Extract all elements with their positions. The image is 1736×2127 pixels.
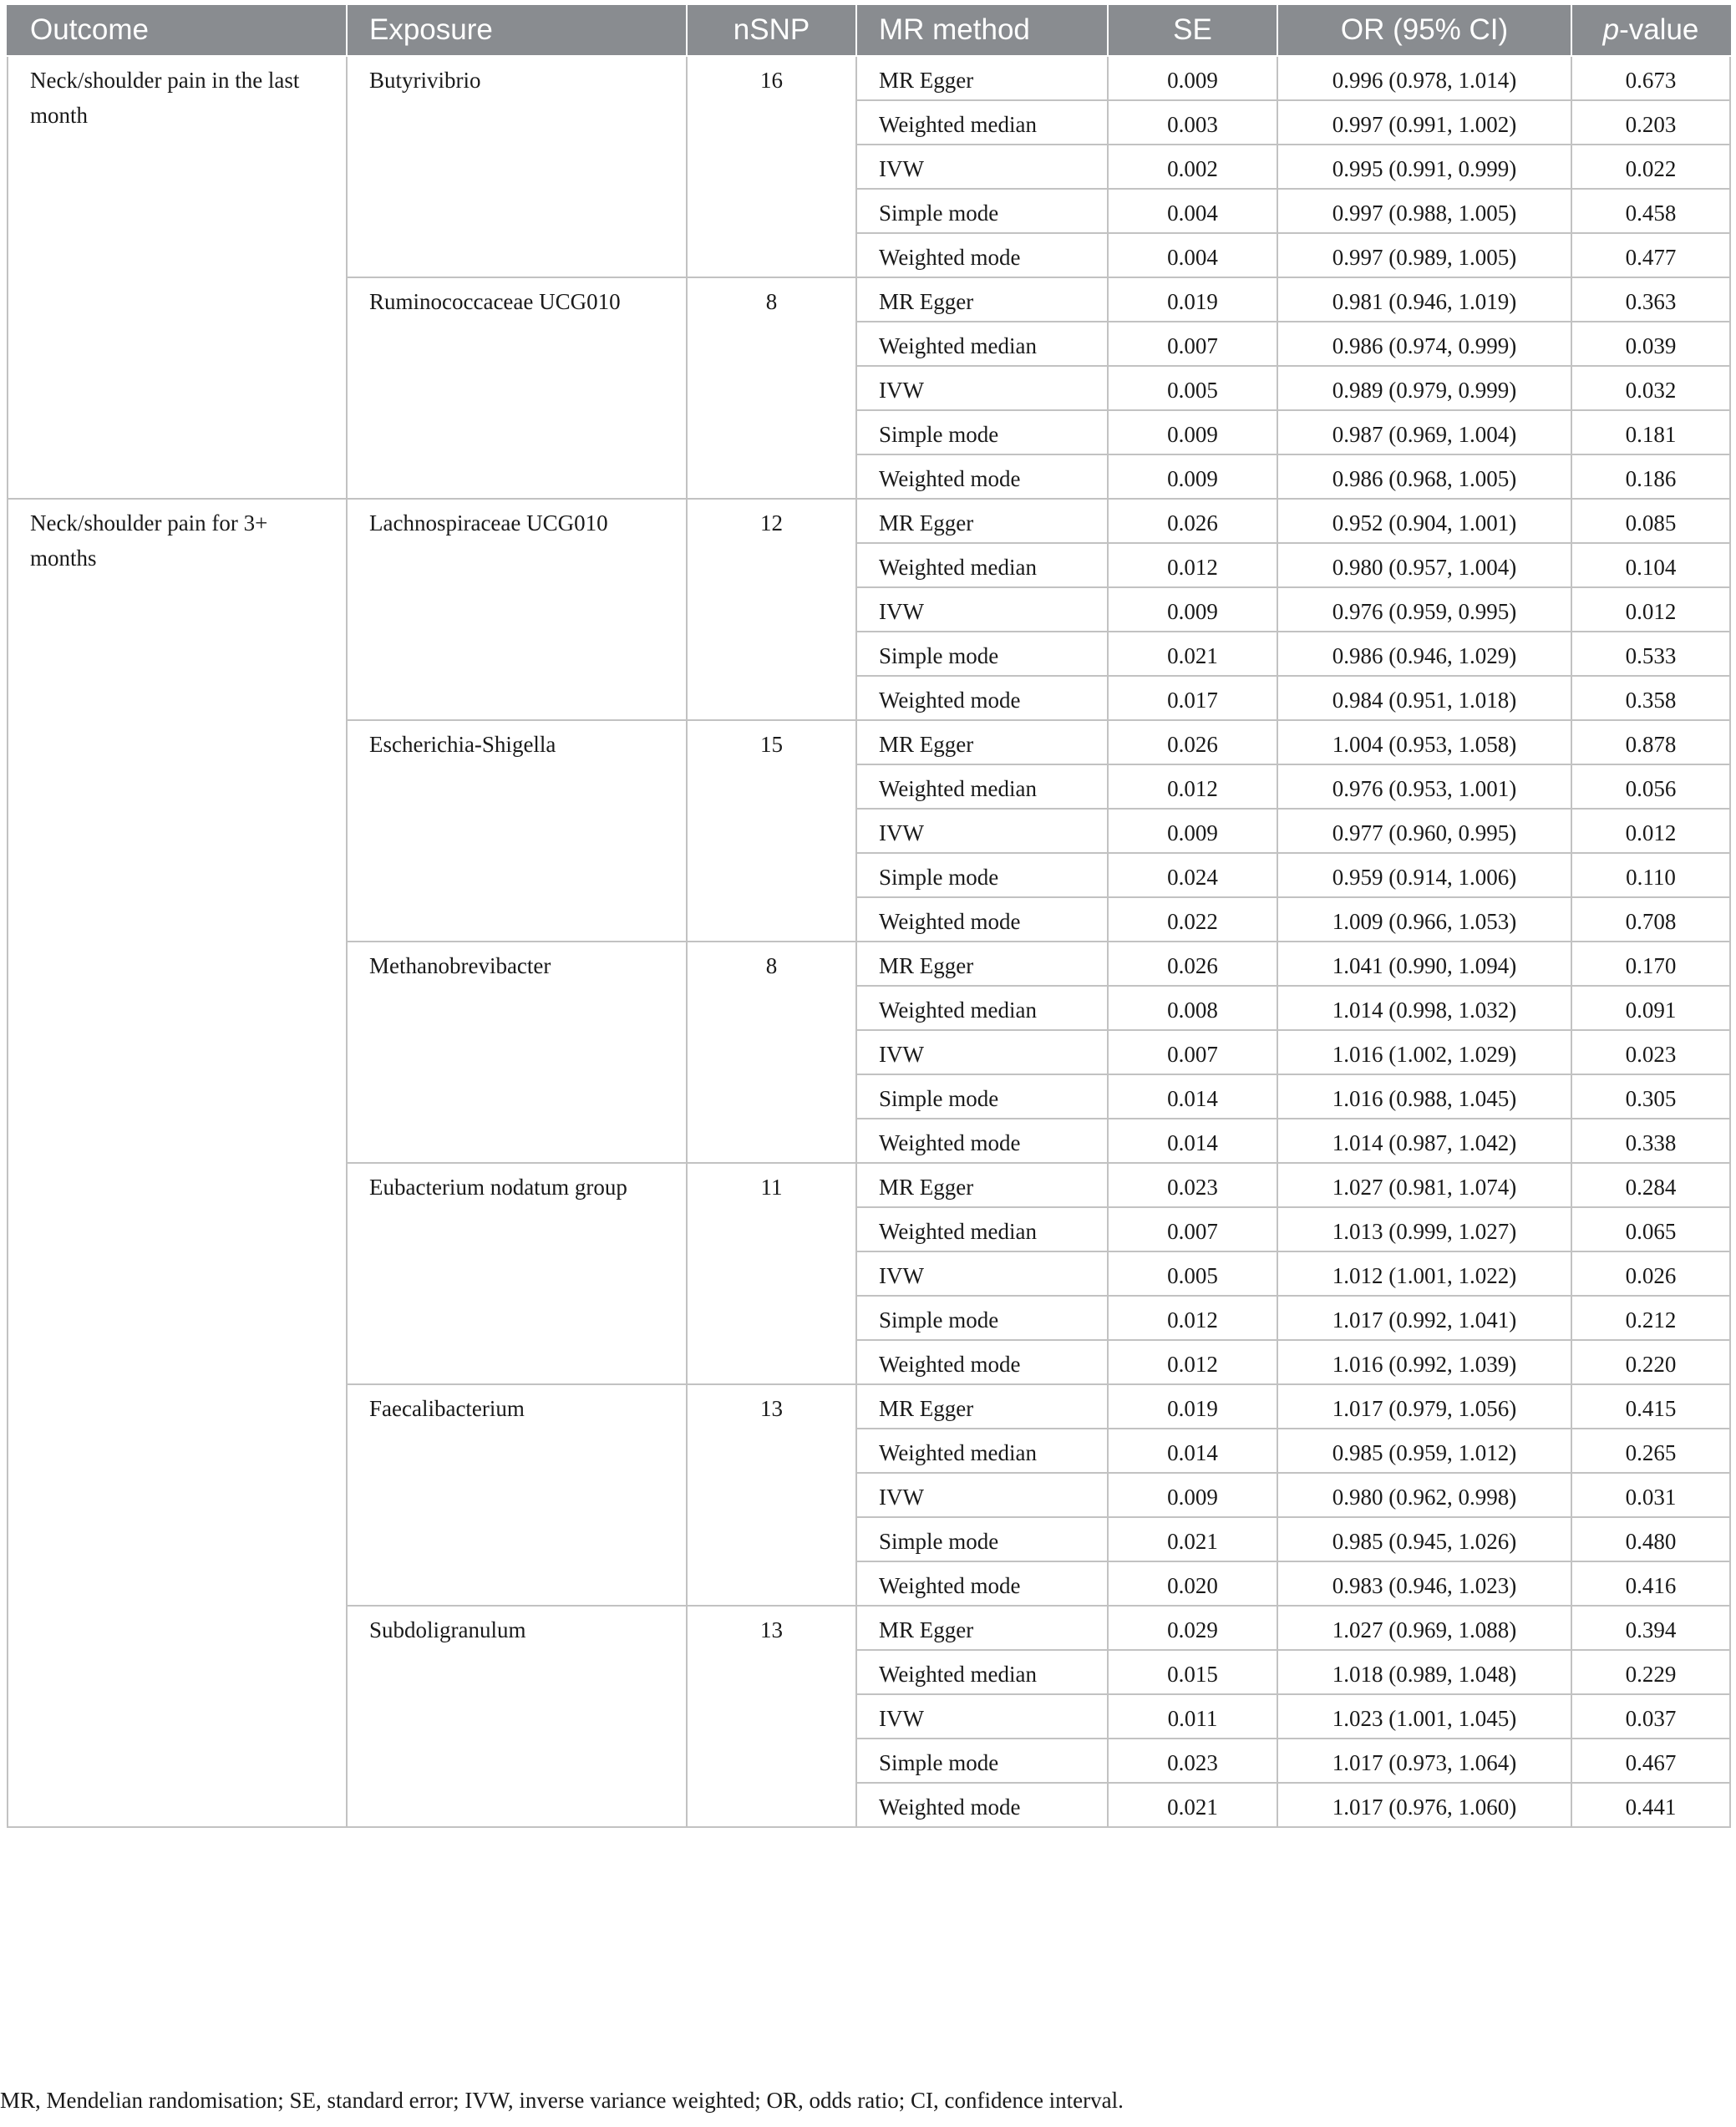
table-row [8, 56, 1730, 100]
mr-method-cell: Simple mode [856, 632, 1108, 676]
header-exposure: Exposure [347, 5, 687, 56]
p-value-cell: 0.416 [1571, 1561, 1730, 1606]
mr-method-cell: Weighted median [856, 986, 1108, 1030]
header-p-suffix: -value [1619, 13, 1699, 46]
se-cell: 0.029 [1108, 1606, 1277, 1650]
se-cell: 0.007 [1108, 322, 1277, 366]
or-ci-cell: 0.989 (0.979, 0.999) [1277, 366, 1571, 410]
mr-method-cell: Weighted mode [856, 454, 1108, 499]
or-ci-cell: 1.018 (0.989, 1.048) [1277, 1650, 1571, 1694]
or-ci-cell: 0.959 (0.914, 1.006) [1277, 853, 1571, 897]
p-value-cell: 0.085 [1571, 499, 1730, 543]
p-value-cell: 0.394 [1571, 1606, 1730, 1650]
or-ci-cell: 0.985 (0.945, 1.026) [1277, 1517, 1571, 1561]
or-ci-cell: 0.997 (0.988, 1.005) [1277, 189, 1571, 233]
p-value-cell: 0.265 [1571, 1429, 1730, 1473]
p-value-cell: 0.467 [1571, 1739, 1730, 1783]
se-cell: 0.021 [1108, 1517, 1277, 1561]
mr-method-cell: Weighted median [856, 543, 1108, 587]
mr-method-cell: MR Egger [856, 942, 1108, 986]
mr-method-cell: MR Egger [856, 1606, 1108, 1650]
p-value-cell: 0.056 [1571, 764, 1730, 809]
p-value-cell: 0.480 [1571, 1517, 1730, 1561]
exposure-cell: Methanobrevibacter [347, 942, 687, 1163]
mr-method-cell: Weighted median [856, 764, 1108, 809]
se-cell: 0.009 [1108, 410, 1277, 454]
se-cell: 0.004 [1108, 189, 1277, 233]
se-cell: 0.012 [1108, 543, 1277, 587]
or-ci-cell: 0.977 (0.960, 0.995) [1277, 809, 1571, 853]
table-body [8, 56, 1730, 1827]
mr-method-cell: Simple mode [856, 1074, 1108, 1119]
p-value-cell: 0.091 [1571, 986, 1730, 1030]
mr-method-cell: Simple mode [856, 189, 1108, 233]
or-ci-cell: 0.981 (0.946, 1.019) [1277, 277, 1571, 322]
or-ci-cell: 0.986 (0.946, 1.029) [1277, 632, 1571, 676]
header-se: SE [1108, 5, 1277, 56]
or-ci-cell: 0.983 (0.946, 1.023) [1277, 1561, 1571, 1606]
or-ci-cell: 1.016 (1.002, 1.029) [1277, 1030, 1571, 1074]
mr-method-cell: Simple mode [856, 1296, 1108, 1340]
or-ci-cell: 0.980 (0.962, 0.998) [1277, 1473, 1571, 1517]
p-value-cell: 0.203 [1571, 100, 1730, 145]
p-value-cell: 0.229 [1571, 1650, 1730, 1694]
p-value-cell: 0.458 [1571, 189, 1730, 233]
p-value-cell: 0.032 [1571, 366, 1730, 410]
mr-method-cell: Weighted mode [856, 1119, 1108, 1163]
or-ci-cell: 1.013 (0.999, 1.027) [1277, 1207, 1571, 1251]
se-cell: 0.022 [1108, 897, 1277, 942]
mr-method-cell: MR Egger [856, 720, 1108, 764]
p-value-cell: 0.022 [1571, 145, 1730, 189]
se-cell: 0.009 [1108, 454, 1277, 499]
or-ci-cell: 0.952 (0.904, 1.001) [1277, 499, 1571, 543]
mr-method-cell: Weighted median [856, 322, 1108, 366]
or-ci-cell: 1.041 (0.990, 1.094) [1277, 942, 1571, 986]
header-nsnp: nSNP [687, 5, 856, 56]
or-ci-cell: 0.995 (0.991, 0.999) [1277, 145, 1571, 189]
mr-method-cell: Weighted median [856, 1429, 1108, 1473]
se-cell: 0.014 [1108, 1074, 1277, 1119]
p-value-cell: 0.415 [1571, 1384, 1730, 1429]
mr-method-cell: IVW [856, 145, 1108, 189]
p-value-cell: 0.181 [1571, 410, 1730, 454]
p-value-cell: 0.708 [1571, 897, 1730, 942]
mr-method-cell: Weighted mode [856, 233, 1108, 277]
se-cell: 0.008 [1108, 986, 1277, 1030]
se-cell: 0.011 [1108, 1694, 1277, 1739]
or-ci-cell: 0.987 (0.969, 1.004) [1277, 410, 1571, 454]
or-ci-cell: 0.996 (0.978, 1.014) [1277, 56, 1571, 100]
or-ci-cell: 1.017 (0.976, 1.060) [1277, 1783, 1571, 1827]
mr-method-cell: MR Egger [856, 277, 1108, 322]
p-value-cell: 0.031 [1571, 1473, 1730, 1517]
se-cell: 0.002 [1108, 145, 1277, 189]
table-row [8, 499, 1730, 543]
mr-method-cell: Simple mode [856, 1739, 1108, 1783]
se-cell: 0.019 [1108, 1384, 1277, 1429]
exposure-cell: Escherichia-Shigella [347, 720, 687, 942]
table-header [8, 5, 1730, 56]
exposure-cell: Subdoligranulum [347, 1606, 687, 1827]
p-value-cell: 0.065 [1571, 1207, 1730, 1251]
mr-method-cell: Weighted mode [856, 1783, 1108, 1827]
se-cell: 0.017 [1108, 676, 1277, 720]
header-p-italic: p [1602, 13, 1620, 46]
se-cell: 0.014 [1108, 1429, 1277, 1473]
p-value-cell: 0.012 [1571, 587, 1730, 632]
mr-method-cell: IVW [856, 587, 1108, 632]
se-cell: 0.009 [1108, 809, 1277, 853]
se-cell: 0.021 [1108, 632, 1277, 676]
p-value-cell: 0.878 [1571, 720, 1730, 764]
header-row [8, 5, 1730, 56]
mr-method-cell: MR Egger [856, 499, 1108, 543]
se-cell: 0.003 [1108, 100, 1277, 145]
exposure-cell: Ruminococcaceae UCG010 [347, 277, 687, 499]
or-ci-cell: 1.027 (0.981, 1.074) [1277, 1163, 1571, 1207]
or-ci-cell: 1.017 (0.979, 1.056) [1277, 1384, 1571, 1429]
p-value-cell: 0.104 [1571, 543, 1730, 587]
p-value-cell: 0.673 [1571, 56, 1730, 100]
se-cell: 0.012 [1108, 1340, 1277, 1384]
se-cell: 0.009 [1108, 1473, 1277, 1517]
mr-method-cell: IVW [856, 1251, 1108, 1296]
mr-method-cell: MR Egger [856, 56, 1108, 100]
or-ci-cell: 0.984 (0.951, 1.018) [1277, 676, 1571, 720]
se-cell: 0.020 [1108, 1561, 1277, 1606]
or-ci-cell: 0.976 (0.953, 1.001) [1277, 764, 1571, 809]
nsnp-cell: 8 [687, 942, 856, 1163]
or-ci-cell: 1.009 (0.966, 1.053) [1277, 897, 1571, 942]
or-ci-cell: 1.016 (0.988, 1.045) [1277, 1074, 1571, 1119]
or-ci-cell: 0.986 (0.974, 0.999) [1277, 322, 1571, 366]
se-cell: 0.005 [1108, 1251, 1277, 1296]
exposure-cell: Eubacterium nodatum group [347, 1163, 687, 1384]
se-cell: 0.023 [1108, 1739, 1277, 1783]
p-value-cell: 0.026 [1571, 1251, 1730, 1296]
outcome-cell: Neck/shoulder pain for 3+ months [8, 499, 347, 1827]
se-cell: 0.014 [1108, 1119, 1277, 1163]
p-value-cell: 0.110 [1571, 853, 1730, 897]
or-ci-cell: 0.986 (0.968, 1.005) [1277, 454, 1571, 499]
p-value-cell: 0.305 [1571, 1074, 1730, 1119]
exposure-cell: Lachnospiraceae UCG010 [347, 499, 687, 720]
se-cell: 0.007 [1108, 1030, 1277, 1074]
se-cell: 0.019 [1108, 277, 1277, 322]
se-cell: 0.023 [1108, 1163, 1277, 1207]
se-cell: 0.024 [1108, 853, 1277, 897]
mr-method-cell: Weighted mode [856, 1340, 1108, 1384]
nsnp-cell: 13 [687, 1606, 856, 1827]
p-value-cell: 0.441 [1571, 1783, 1730, 1827]
nsnp-cell: 16 [687, 56, 856, 277]
se-cell: 0.015 [1108, 1650, 1277, 1694]
mr-method-cell: Weighted mode [856, 1561, 1108, 1606]
p-value-cell: 0.012 [1571, 809, 1730, 853]
mr-method-cell: Simple mode [856, 410, 1108, 454]
se-cell: 0.009 [1108, 587, 1277, 632]
or-ci-cell: 1.027 (0.969, 1.088) [1277, 1606, 1571, 1650]
se-cell: 0.026 [1108, 720, 1277, 764]
or-ci-cell: 0.980 (0.957, 1.004) [1277, 543, 1571, 587]
or-ci-cell: 0.997 (0.989, 1.005) [1277, 233, 1571, 277]
p-value-cell: 0.533 [1571, 632, 1730, 676]
header-mr-method: MR method [856, 5, 1108, 56]
mr-method-cell: IVW [856, 1473, 1108, 1517]
nsnp-cell: 11 [687, 1163, 856, 1384]
se-cell: 0.012 [1108, 1296, 1277, 1340]
nsnp-cell: 8 [687, 277, 856, 499]
or-ci-cell: 1.017 (0.973, 1.064) [1277, 1739, 1571, 1783]
or-ci-cell: 1.023 (1.001, 1.045) [1277, 1694, 1571, 1739]
or-ci-cell: 1.014 (0.998, 1.032) [1277, 986, 1571, 1030]
header-outcome: Outcome [8, 5, 347, 56]
p-value-cell: 0.023 [1571, 1030, 1730, 1074]
or-ci-cell: 1.012 (1.001, 1.022) [1277, 1251, 1571, 1296]
se-cell: 0.026 [1108, 942, 1277, 986]
mr-method-cell: Weighted mode [856, 676, 1108, 720]
mr-method-cell: Simple mode [856, 853, 1108, 897]
p-value-cell: 0.170 [1571, 942, 1730, 986]
mr-method-cell: MR Egger [856, 1384, 1108, 1429]
se-cell: 0.009 [1108, 56, 1277, 100]
mr-method-cell: Weighted mode [856, 897, 1108, 942]
se-cell: 0.004 [1108, 233, 1277, 277]
p-value-cell: 0.358 [1571, 676, 1730, 720]
or-ci-cell: 1.017 (0.992, 1.041) [1277, 1296, 1571, 1340]
or-ci-cell: 1.014 (0.987, 1.042) [1277, 1119, 1571, 1163]
nsnp-cell: 13 [687, 1384, 856, 1606]
p-value-cell: 0.037 [1571, 1694, 1730, 1739]
p-value-cell: 0.477 [1571, 233, 1730, 277]
p-value-cell: 0.212 [1571, 1296, 1730, 1340]
p-value-cell: 0.284 [1571, 1163, 1730, 1207]
mr-method-cell: MR Egger [856, 1163, 1108, 1207]
p-value-cell: 0.039 [1571, 322, 1730, 366]
nsnp-cell: 15 [687, 720, 856, 942]
exposure-cell: Faecalibacterium [347, 1384, 687, 1606]
table-footnote: MR, Mendelian randomisation; SE, standard error; IVW, inverse variance weighted; OR, odds ratio; CI, confidence interval. [0, 2088, 1124, 2113]
nsnp-cell: 12 [687, 499, 856, 720]
se-cell: 0.005 [1108, 366, 1277, 410]
mr-method-cell: IVW [856, 1030, 1108, 1074]
se-cell: 0.026 [1108, 499, 1277, 543]
se-cell: 0.012 [1108, 764, 1277, 809]
se-cell: 0.007 [1108, 1207, 1277, 1251]
results-table [7, 5, 1731, 1828]
or-ci-cell: 0.997 (0.991, 1.002) [1277, 100, 1571, 145]
exposure-cell: Butyrivibrio [347, 56, 687, 277]
p-value-cell: 0.186 [1571, 454, 1730, 499]
header-p-value [1571, 5, 1730, 56]
or-ci-cell: 0.985 (0.959, 1.012) [1277, 1429, 1571, 1473]
mr-method-cell: IVW [856, 809, 1108, 853]
or-ci-cell: 1.016 (0.992, 1.039) [1277, 1340, 1571, 1384]
or-ci-cell: 0.976 (0.959, 0.995) [1277, 587, 1571, 632]
mr-method-cell: Weighted median [856, 1650, 1108, 1694]
se-cell: 0.021 [1108, 1783, 1277, 1827]
p-value-cell: 0.220 [1571, 1340, 1730, 1384]
mr-method-cell: Weighted median [856, 100, 1108, 145]
mr-method-cell: Simple mode [856, 1517, 1108, 1561]
p-value-cell: 0.363 [1571, 277, 1730, 322]
p-value-cell: 0.338 [1571, 1119, 1730, 1163]
mr-method-cell: IVW [856, 366, 1108, 410]
or-ci-cell: 1.004 (0.953, 1.058) [1277, 720, 1571, 764]
header-or: OR (95% CI) [1277, 5, 1571, 56]
outcome-cell: Neck/shoulder pain in the last month [8, 56, 347, 499]
mr-method-cell: Weighted median [856, 1207, 1108, 1251]
mr-method-cell: IVW [856, 1694, 1108, 1739]
